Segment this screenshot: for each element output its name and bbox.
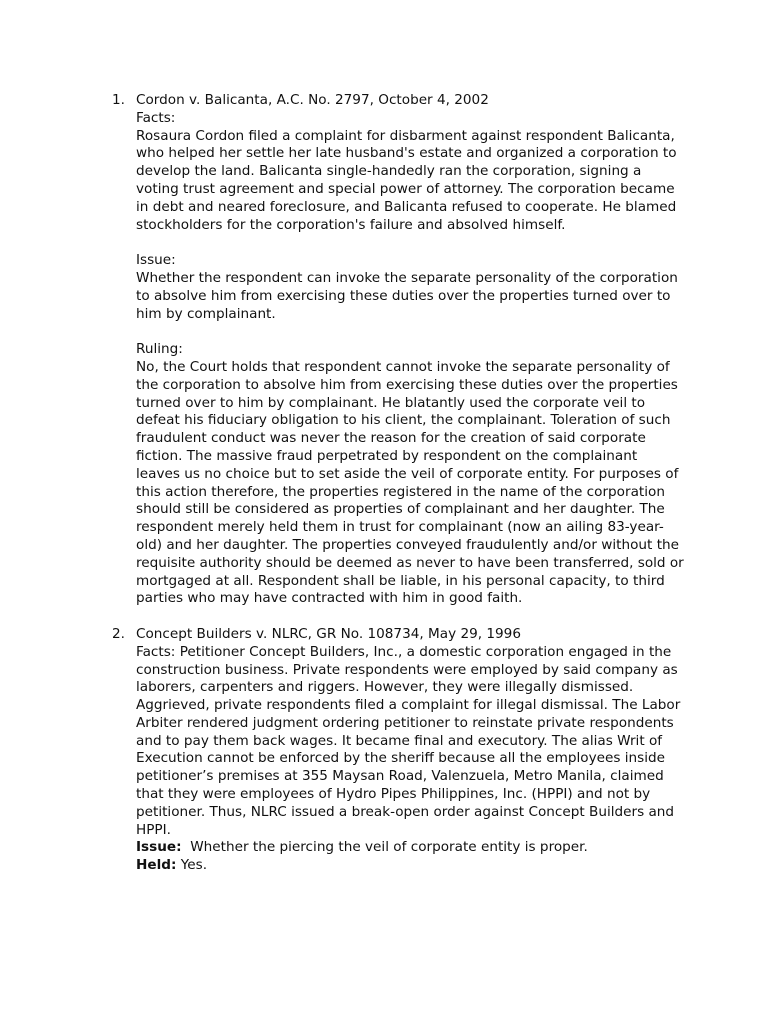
facts-text: Rosaura Cordon filed a complaint for disbarment against respondent Balicanta, who helped her settle her late husband's estate and organized a corporation to develop the land. Balicanta single-handedly ran the corporation, signing a voting trust agreement and special power of attorney. The corporation became in debt and neared foreclosure, and Balicanta refused to cooperate. He blamed stockholders for the corporation's failure and absolved himself. <box>136 127 677 233</box>
facts-text: Facts: Petitioner Concept Builders, Inc., a domestic corporation engaged in the construction business. Private respondents were employed by said company as laborers, carpenters and riggers. However, they were illegally dismissed. <box>136 643 678 696</box>
facts-text-continued: Aggrieved, private respondents filed a complaint for illegal dismissal. The Labor Arbiter rendered judgment ordering petitioner to reinstate private respondents and to pay them back wages. It became final and executory. The alias Writ of Execution cannot be enforced by the sheriff because all the employees inside petitioner’s premises at 355 Maysan Road, Valenzuela, Metro Manila, claimed that they were employees of Hydro Pipes Philippines, Inc. (HPPI) and not by petitioner. Thus, NLRC issued a break-open order against Concept Builders and HPPI. <box>136 697 681 838</box>
issue-text: Whether the respondent can invoke the separate personality of the corporation to absolve him from exercising these duties over the properties turned over to him by complainant. <box>136 269 678 322</box>
facts-label: Facts: <box>136 109 176 126</box>
issue-label: Issue: <box>136 839 182 856</box>
issue-line <box>136 839 684 857</box>
spacer <box>136 234 684 252</box>
held-text: Yes. <box>180 857 208 874</box>
held-label: Held: <box>136 857 177 874</box>
case-title: Cordon v. Balicanta, A.C. No. 2797, October 4, 2002 <box>136 92 489 108</box>
case-item-2 <box>112 625 684 875</box>
case-title: Concept Builders v. NLRC, GR No. 108734, May 29, 1996 <box>136 625 521 642</box>
spacer <box>136 323 684 341</box>
case-item-1 <box>112 92 684 608</box>
held-line <box>136 857 684 875</box>
list-number: 2. <box>112 625 125 642</box>
ruling-label: Ruling: <box>136 341 183 358</box>
issue-label: Issue: <box>136 252 176 269</box>
document-body <box>112 92 684 875</box>
list-number: 1. <box>112 92 125 108</box>
ruling-text: No, the Court holds that respondent cannot invoke the separate personality of the corporation to absolve him from exercising these duties over the properties turned over to him by complainant. He blatantly used the corporate veil to defeat his fiduciary obligation to his client, the complainant. Toleration of such fraudulent conduct was never the reason for the creation of said corporate fiction. The massive fraud perpetrated by respondent on the complainant leaves us no choice but to set aside the veil of corporate entity. For purposes of this action therefore, the properties registered in the name of the corporation should still be considered as properties of complainant and her daughter. The respondent merely held them in trust for complainant (now an ailing 83-year-old) and her daughter. The properties conveyed fraudulently and/or without the requisite authority should be deemed as never to have been transferred, sold or mortgaged at all. Respondent shall be liable, in his personal capacity, to third parties who may have contracted with him in good faith. <box>136 358 684 607</box>
issue-text: Whether the piercing the veil of corporate entity is proper. <box>190 839 588 856</box>
